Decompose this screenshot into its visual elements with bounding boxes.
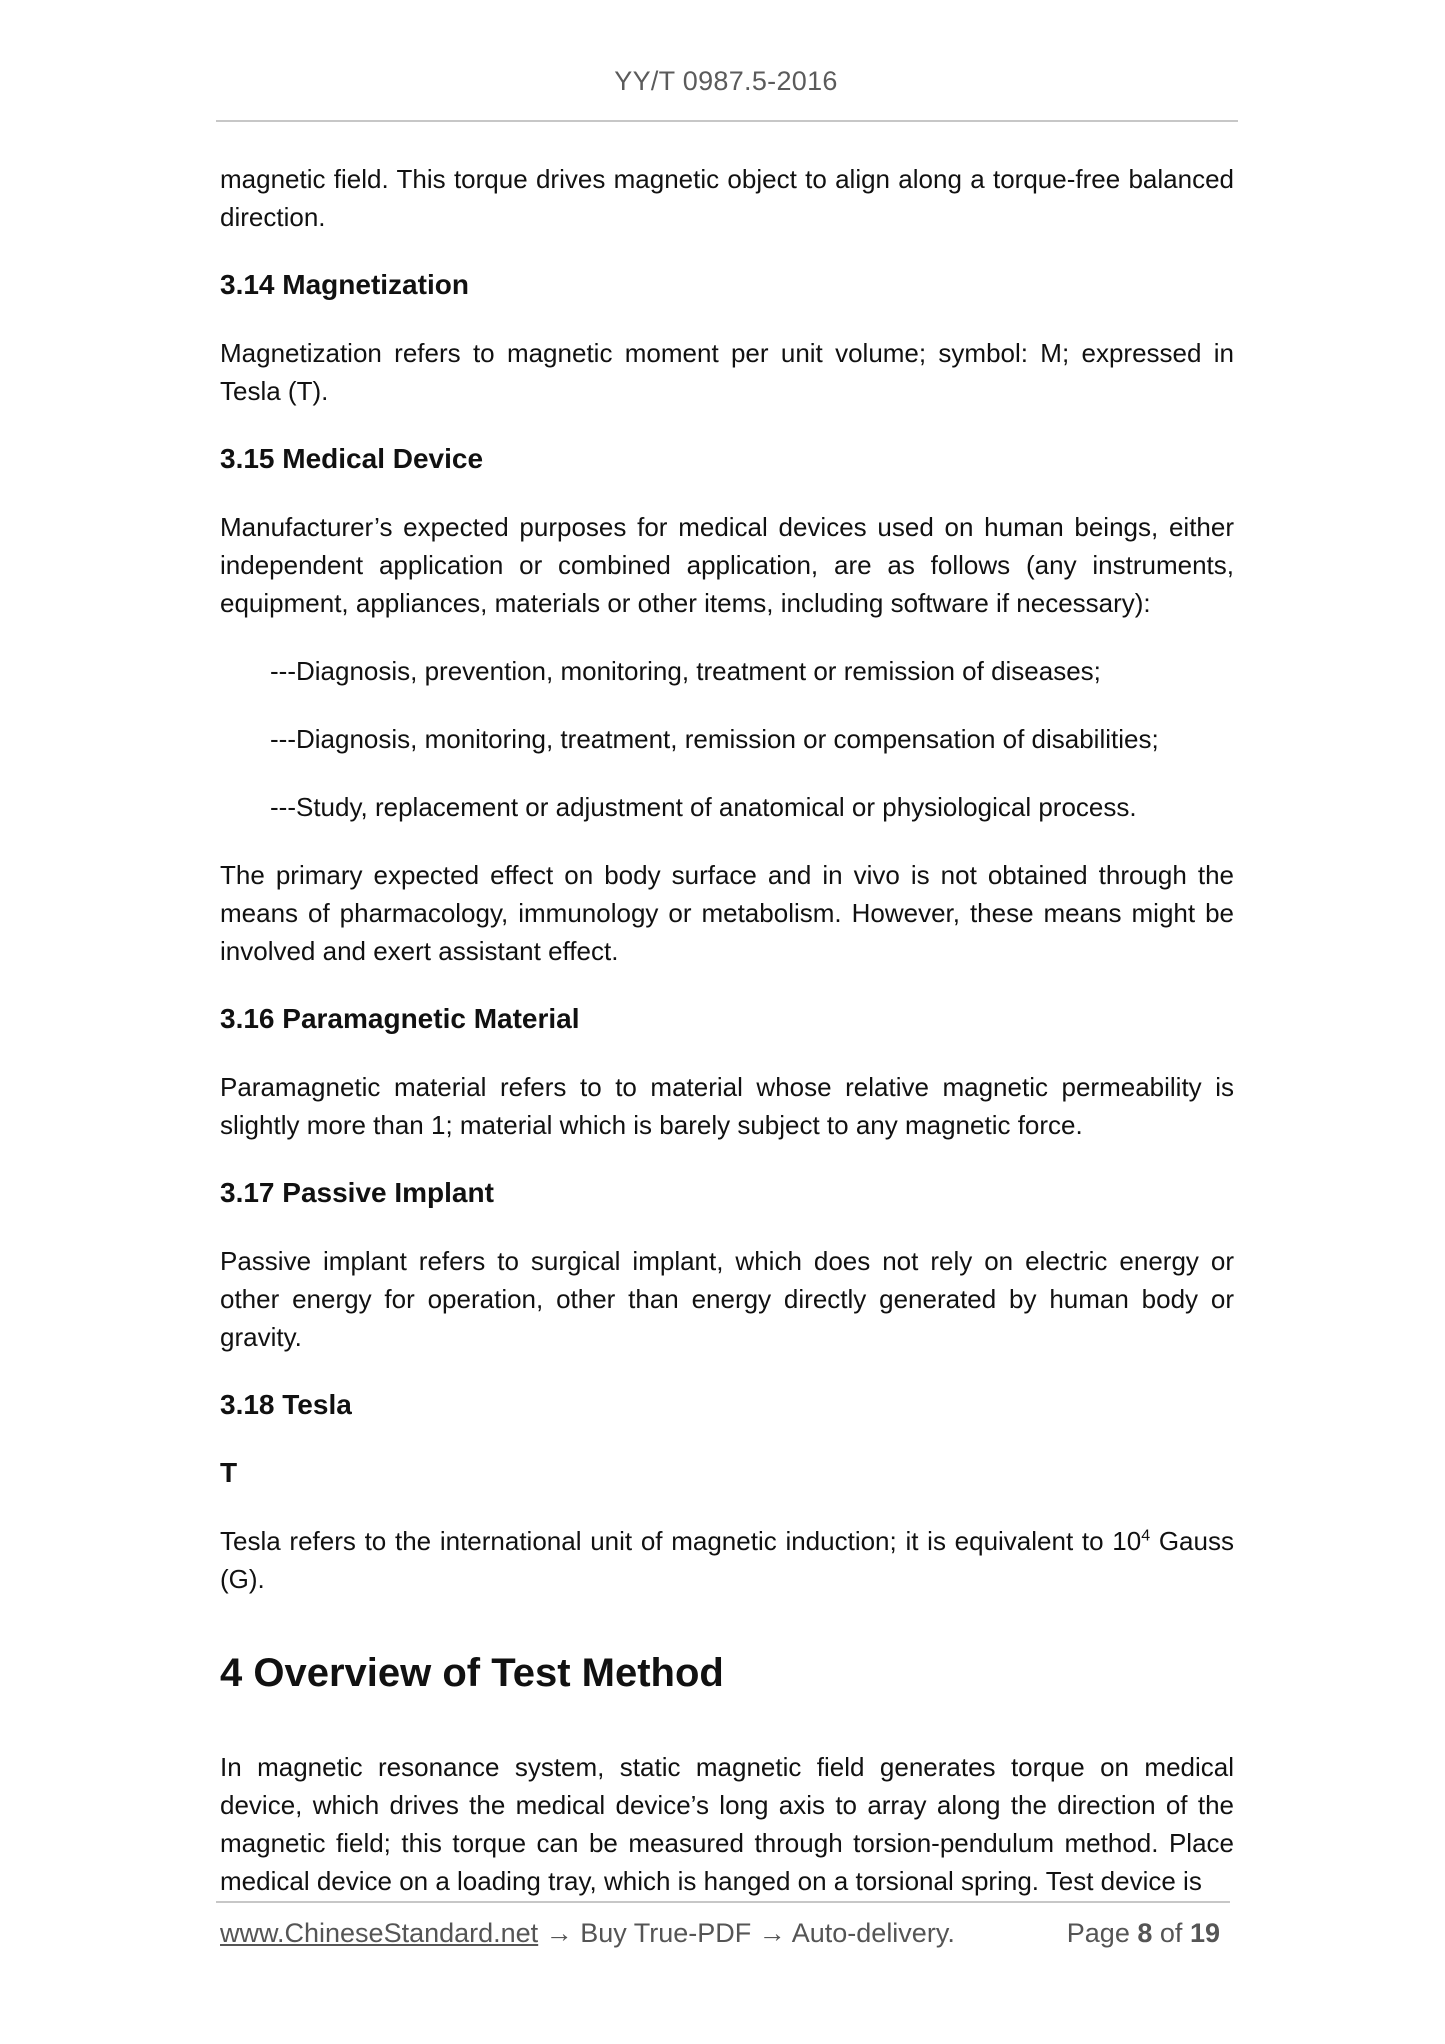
section-3-15-body: Manufacturer’s expected purposes for medical devices used on human beings, either independent application or combined application, are as follows (any instruments, equipment, appliances, materials or other items, including software if necessary): [220,512,1234,618]
document-header: YY/T 0987.5-2016 [614,66,838,96]
page-footer [220,1918,1230,1958]
list-item: ---Diagnosis, prevention, monitoring, treatment or remission of diseases; [270,656,1101,686]
section-3-18-title: 3.18 Tesla [220,1389,352,1420]
section-3-15-title: 3.15 Medical Device [220,443,484,474]
section-3-16-title: 3.16 Paramagnetic Material [220,1003,580,1034]
page-number: 8 [1137,1918,1153,1948]
header-divider [216,120,1238,122]
tesla-text-before: Tesla refers to the international unit of magnetic induction; it is equivalent to 10 [220,1526,1142,1556]
of-label: of [1159,1918,1183,1948]
buy-text: → Buy True-PDF → Auto-delivery. [538,1918,955,1948]
section-3-14-body: Magnetization refers to magnetic moment per unit volume; symbol: M; expressed in Tesla (T). [220,338,1234,406]
intro-paragraph: magnetic field. This torque drives magnetic object to align along a torque-free balanced direction. [220,164,1234,232]
tesla-exponent: 4 [1141,1527,1151,1545]
section-4-title: 4 Overview of Test Method [220,1651,724,1695]
document-body [220,160,1234,1900]
section-3-18-body [220,1522,1234,1598]
tesla-text-after: Gauss (G). [220,1526,1234,1594]
footer-divider [216,1901,1230,1903]
section-3-14-title: 3.14 Magnetization [220,269,469,300]
page-indicator [1067,1918,1220,1949]
section-4-body: In magnetic resonance system, static magnetic field generates torque on medical device, which drives the medical device’s long axis to array along the direction of the magnetic field; this torque can be measured through torsion-pendulum method. Place medical device on a loading tray, which is hanged on a torsional spring. Test device is [220,1752,1234,1896]
list-item: ---Diagnosis, monitoring, treatment, remission or compensation of disabilities; [270,724,1159,754]
section-3-17-body: Passive implant refers to surgical implant, which does not rely on electric energy or other energy for operation, other than energy directly generated by human body or gravity. [220,1246,1234,1352]
website-link[interactable]: www.ChineseStandard.net [220,1918,539,1948]
section-3-16-body: Paramagnetic material refers to to material whose relative magnetic permeability is slightly more than 1; material which is barely subject to any magnetic force. [220,1072,1234,1140]
page-total: 19 [1189,1918,1220,1948]
list-item: ---Study, replacement or adjustment of anatomical or physiological process. [270,792,1137,822]
page-label: Page [1066,1918,1130,1948]
section-3-17-title: 3.17 Passive Implant [220,1177,494,1208]
footer-left [220,1918,955,1949]
section-3-15-body2: The primary expected effect on body surface and in vivo is not obtained through the means of pharmacology, immunology or metabolism. However, these means might be involved and exert assistant effect. [220,860,1234,966]
section-3-18-symbol: T [220,1457,238,1488]
